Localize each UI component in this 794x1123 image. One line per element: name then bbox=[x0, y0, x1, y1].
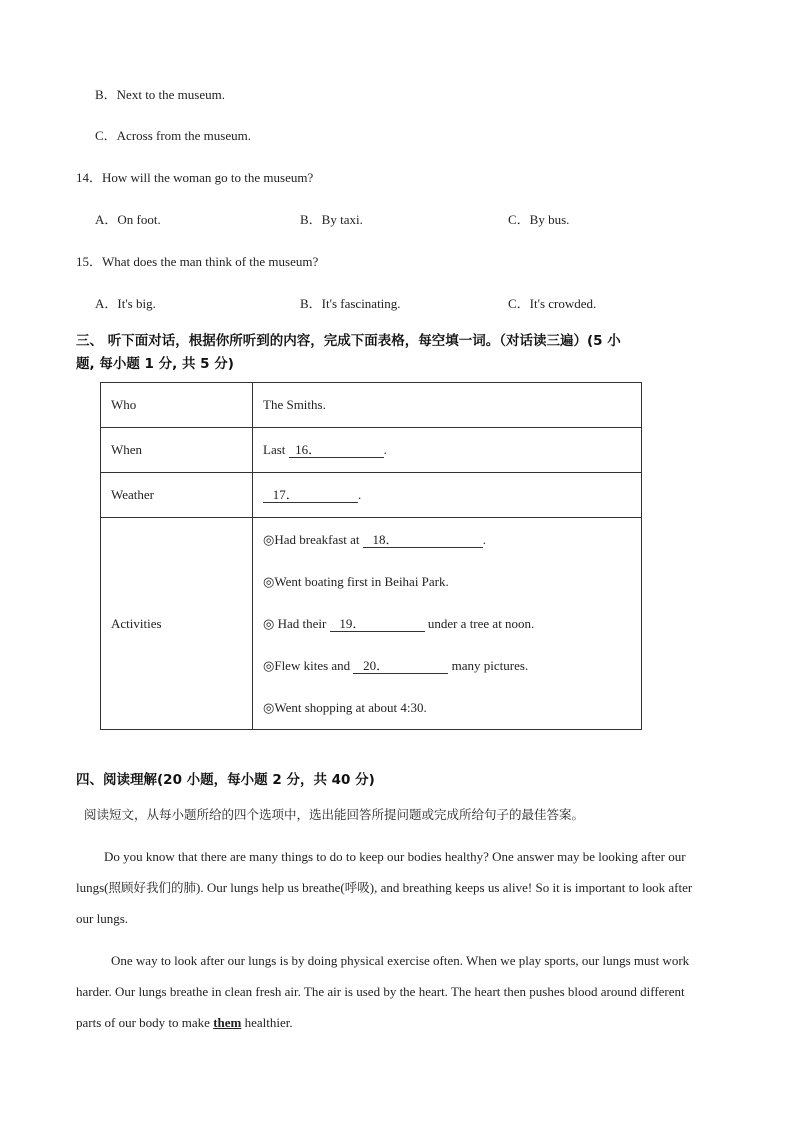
section4-heading: 四、阅读理解(20 小题，每小题 2 分，共 40 分) bbox=[76, 772, 375, 788]
p2-underlined-word: them bbox=[213, 1015, 242, 1030]
who-label: Who bbox=[101, 383, 253, 428]
q14-option-a: A．On foot. bbox=[95, 212, 161, 227]
p1-text-c: ), and breathing keeps us alive! So it is important to look after our lungs. bbox=[76, 880, 693, 926]
q15-option-c: C．It's crowded. bbox=[508, 296, 597, 311]
activity-4 bbox=[263, 645, 631, 687]
activity-2: ◎Went boating first in Beihai Park. bbox=[263, 573, 449, 589]
activity-5: ◎Went shopping at about 4:30. bbox=[263, 699, 427, 715]
activity-4-prefix: ◎Flew kites and bbox=[263, 657, 354, 673]
activity-3-prefix: ◎ Had their bbox=[263, 615, 330, 631]
blank-19-number: 19． bbox=[339, 615, 366, 631]
blank-20-number: 20． bbox=[363, 657, 390, 673]
blank-17-number: 17． bbox=[272, 487, 299, 502]
q15-stem: 15．What does the man think of the museum? bbox=[76, 254, 319, 269]
when-suffix: . bbox=[383, 442, 387, 457]
blank-18-number: 18． bbox=[372, 531, 399, 547]
table-row-when bbox=[101, 428, 642, 473]
passage-paragraph-2 bbox=[76, 945, 706, 1038]
activities-list bbox=[253, 518, 642, 730]
blank-19[interactable] bbox=[330, 617, 425, 632]
activity-1-prefix: ◎Had breakfast at bbox=[263, 531, 363, 547]
section3-heading-line2: 题, 每小题 1 分, 共 5 分) bbox=[76, 356, 234, 372]
table-row-weather bbox=[101, 473, 642, 518]
activity-1 bbox=[263, 519, 631, 561]
p2-text-b: healthier. bbox=[241, 1015, 293, 1030]
q13-option-c: C．Across from the museum. bbox=[95, 128, 251, 143]
section4-instruction: 阅读短文，从每小题所给的四个选项中，选出能回答所提问题或完成所给句子的最佳答案。 bbox=[84, 807, 585, 822]
activity-1-suffix: . bbox=[482, 531, 487, 547]
p1-text-a: Do you know that there are many things to do to keep our bodies healthy? One answer may be looking after our lungs( bbox=[76, 849, 686, 895]
q15-option-a: A．It's big. bbox=[95, 296, 156, 311]
when-label: When bbox=[101, 428, 253, 473]
weather-value bbox=[253, 473, 642, 518]
blank-18[interactable] bbox=[363, 533, 483, 548]
p1-text-b: ). Our lungs help us breathe( bbox=[196, 880, 345, 895]
p1-cn-note-2: 呼吸 bbox=[344, 880, 370, 895]
passage-paragraph-1 bbox=[76, 841, 706, 934]
activities-label: Activities bbox=[101, 518, 253, 730]
when-prefix: Last bbox=[263, 442, 289, 457]
q13-option-b: B．Next to the museum. bbox=[95, 87, 225, 102]
q15-option-b: B．It's fascinating. bbox=[300, 296, 401, 311]
activity-3-suffix: under a tree at noon. bbox=[424, 615, 535, 631]
who-value: The Smiths. bbox=[253, 383, 642, 428]
activity-3 bbox=[263, 603, 631, 645]
section3-heading-line1: 三、 听下面对话，根据你所听到的内容，完成下面表格，每空填一词。（对话读三遍）(5 小 bbox=[76, 333, 621, 349]
p2-text-a: One way to look after our lungs is by doing physical exercise often. When we play sports, our lungs must work harder. Our lungs breathe in clean fresh air. The air is used by the heart. The heart then pushes blood around different parts of our body to make bbox=[76, 953, 690, 1030]
q14-stem: 14．How will the woman go to the museum? bbox=[76, 170, 314, 185]
p1-cn-note-1: 照顾好我们的肺 bbox=[108, 880, 197, 895]
weather-label: Weather bbox=[101, 473, 253, 518]
when-value bbox=[253, 428, 642, 473]
activity-4-suffix: many pictures. bbox=[448, 657, 529, 673]
q14-option-b: B．By taxi. bbox=[300, 212, 363, 227]
blank-20[interactable] bbox=[353, 659, 448, 674]
q14-option-c: C．By bus. bbox=[508, 212, 570, 227]
listening-fill-table bbox=[100, 382, 642, 730]
blank-16-number: 16． bbox=[295, 442, 322, 457]
blank-17[interactable] bbox=[263, 488, 358, 503]
table-row-activities bbox=[101, 518, 642, 730]
table-row-who bbox=[101, 383, 642, 428]
blank-16[interactable] bbox=[289, 443, 384, 458]
weather-suffix: . bbox=[358, 487, 362, 502]
